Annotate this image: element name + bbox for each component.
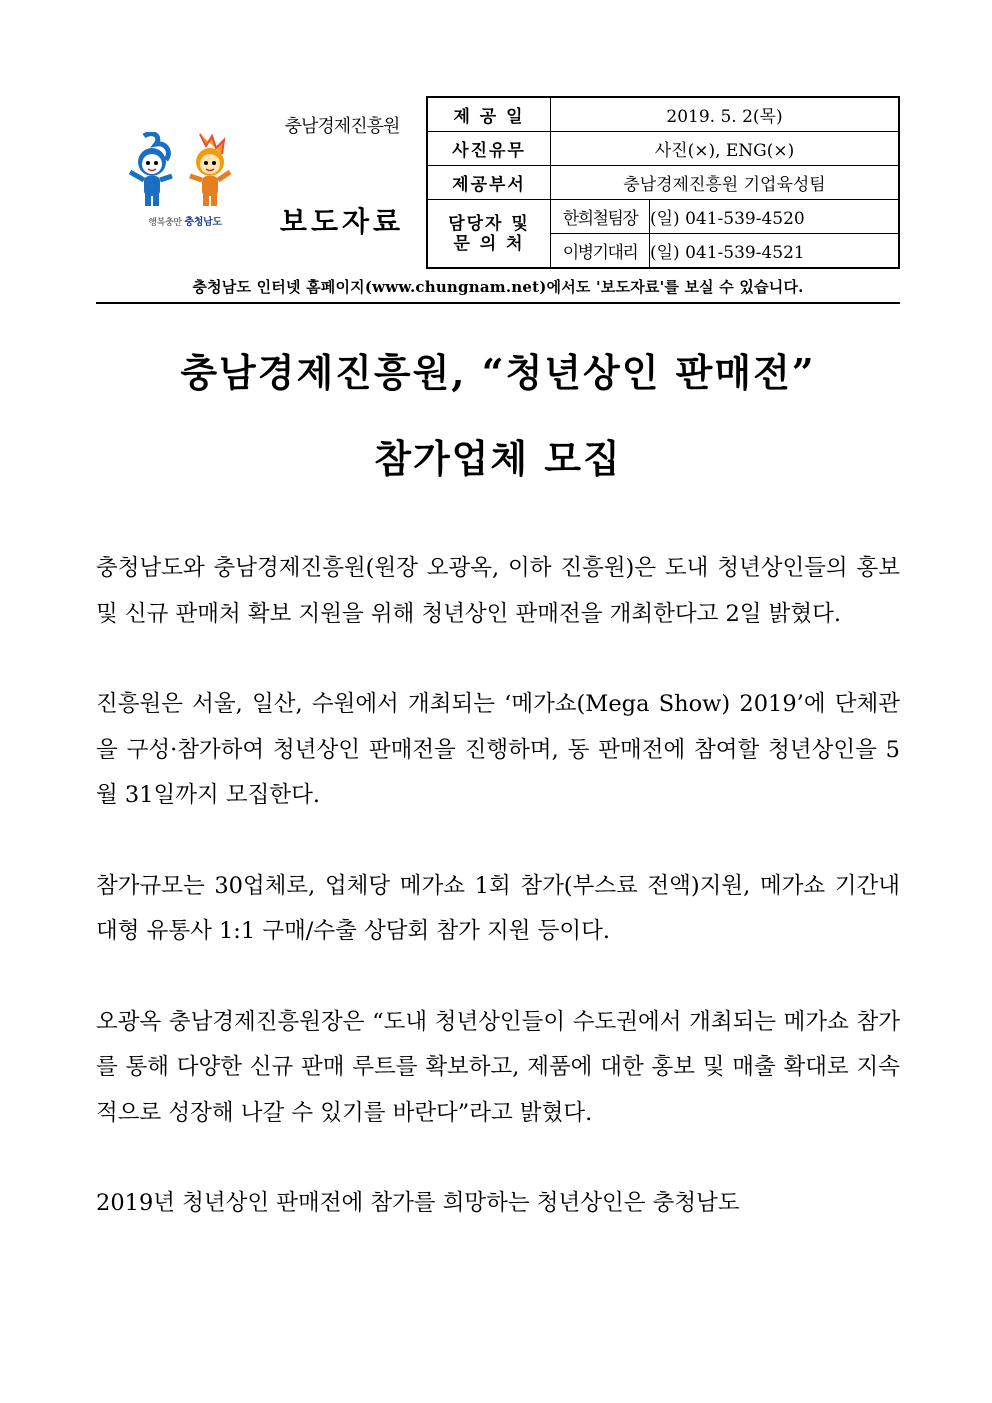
article-body	[96, 546, 900, 1272]
slogan-prefix: 행복충만	[148, 218, 182, 228]
date-label: 제 공 일	[427, 97, 551, 132]
org-name: 충남경제진흥원	[284, 116, 400, 137]
homepage-notice: 충청남도 인터넷 홈페이지(www.chungnam.net)에서도 '보도자료'를 보실 수 있습니다.	[192, 278, 804, 296]
photo-label: 사진유무	[427, 132, 551, 166]
divider	[96, 302, 900, 304]
mascot-logo	[122, 132, 242, 210]
dept-value: 충남경제진흥원 기업육성팀	[551, 166, 900, 200]
paragraph: 충청남도와 충남경제진흥원(원장 오광옥, 이하 진흥원)은 도내 청년상인들의 홍보 및 신규 판매처 확보 지원을 위해 청년상인 판매전을 개최한다고 2일 밝혔다.	[96, 555, 900, 627]
paragraph: 2019년 청년상인 판매전에 참가를 희망하는 청년상인은 충청남도	[96, 1190, 740, 1216]
contact-name: 한희철팀장	[551, 200, 650, 234]
contact-phone: (일) 041-539-4521	[650, 234, 900, 269]
photo-value: 사진(×), ENG(×)	[551, 132, 900, 166]
contact-name: 이병기대리	[551, 234, 650, 269]
paragraph: 오광옥 충남경제진흥원장은 “도내 청년상인들이 수도권에서 개최되는 메가쇼 참가를 통해 다양한 신규 판매 루트를 확보하고, 제품에 대한 홍보 및 매출 확대로 지속적으로 성장해 나갈 수 있기를 바란다”라고 밝혔다.	[96, 1008, 900, 1126]
paragraph: 진흥원은 서울, 일산, 수원에서 개최되는 ‘메가쇼(Mega Show) 2019’에 단체관을 구성·참가하여 청년상인 판매전을 진행하며, 동 판매전에 참여할 청년상인을 5월 31일까지 모집한다.	[96, 691, 900, 808]
province-slogan	[130, 213, 240, 228]
date-value: 2019. 5. 2(목)	[551, 97, 900, 132]
headline-line2: 참가업체 모집	[374, 436, 622, 481]
paragraph: 참가규모는 30업체로, 업체당 메가쇼 1회 참가(부스료 전액)지원, 메가쇼 기간내 대형 유통사 1:1 구매/수출 상담회 참가 지원 등이다.	[96, 872, 900, 944]
contact-label-line2: 문 의 처	[453, 233, 525, 254]
slogan-province: 충청남도	[184, 217, 222, 228]
headline-line1: 충남경제진흥원, “청년상인 판매전”	[180, 350, 816, 395]
contact-label-line1: 담당자 및	[448, 213, 530, 234]
dept-label: 제공부서	[427, 166, 551, 200]
contact-label	[427, 200, 551, 269]
press-release-label: 보도자료	[279, 205, 405, 238]
release-info-table	[426, 96, 900, 269]
contact-phone: (일) 041-539-4520	[650, 200, 900, 234]
